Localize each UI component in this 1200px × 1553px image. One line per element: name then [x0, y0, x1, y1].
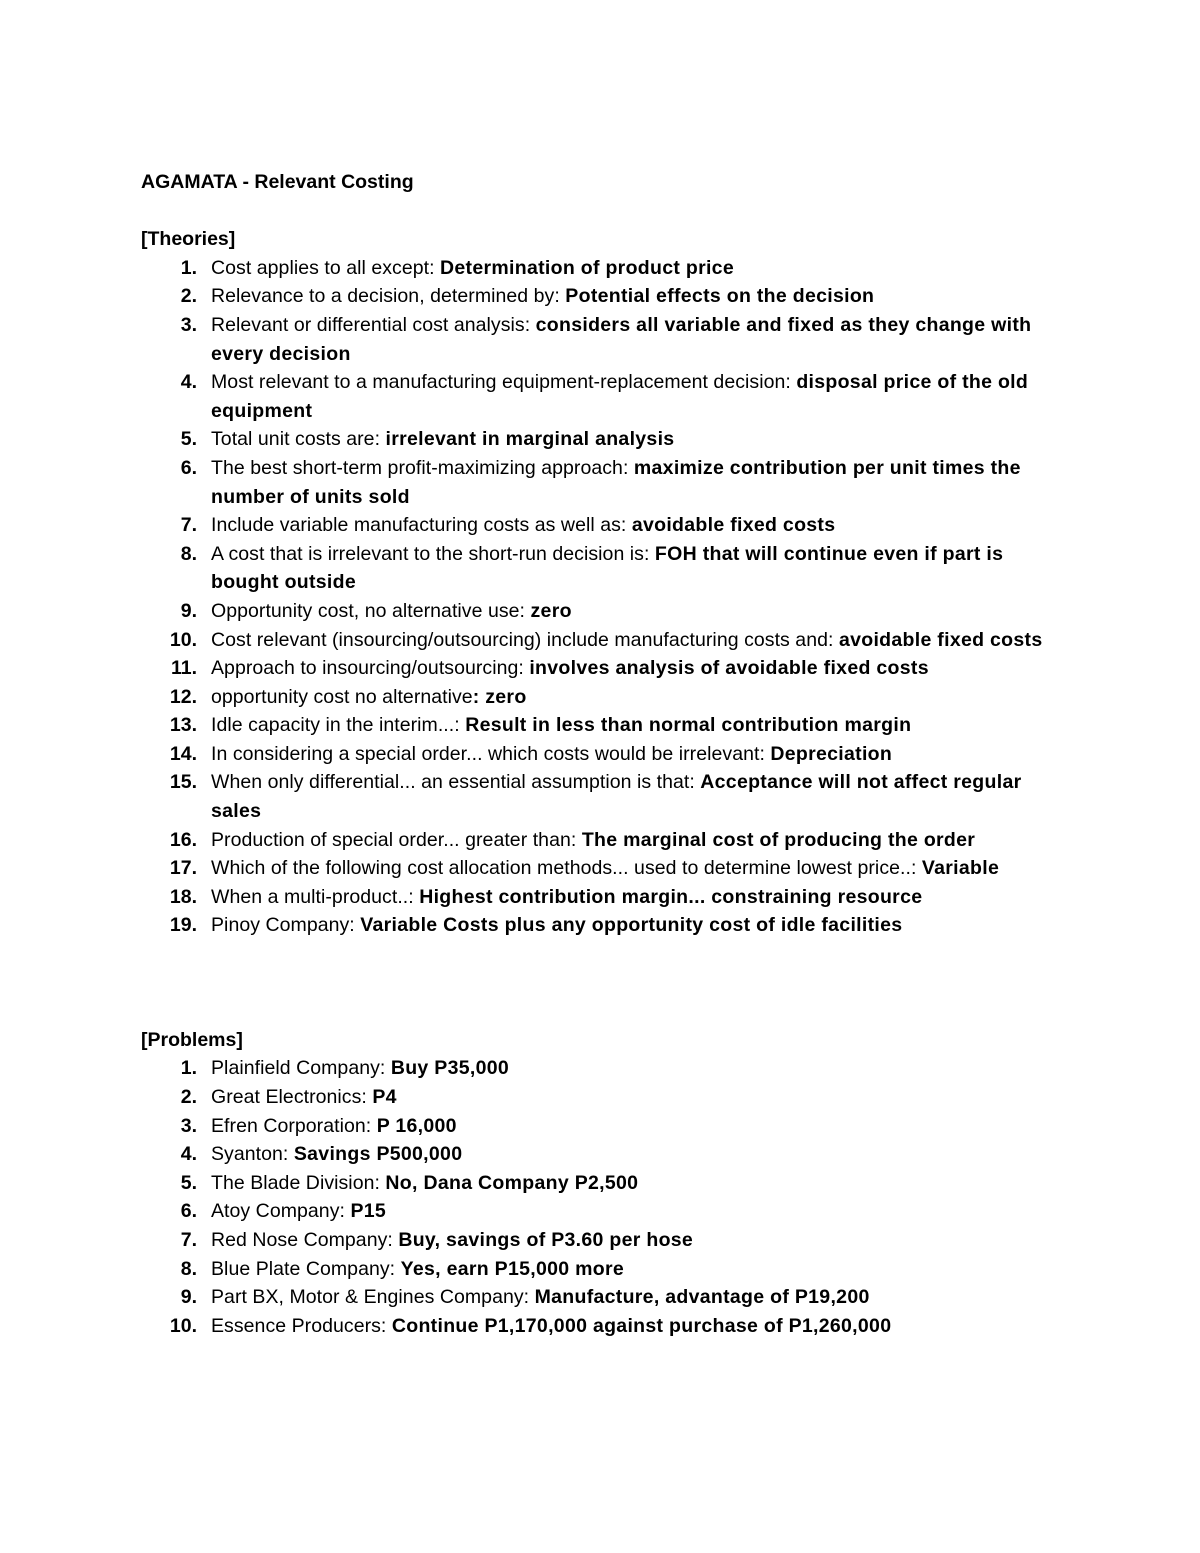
problem-item	[141, 1112, 1071, 1141]
theory-item	[141, 311, 1071, 368]
theory-item	[141, 597, 1071, 626]
item-question: When only differential... an essential assumption is that:	[211, 771, 701, 794]
item-number: 6.	[180, 1200, 197, 1223]
item-question: Pinoy Company:	[211, 914, 361, 937]
item-answer: Continue P1,170,000 against purchase of P1,260,000	[391, 1314, 892, 1337]
problem-item	[141, 1283, 1071, 1312]
theory-item	[141, 425, 1071, 454]
item-number: 4.	[180, 1143, 197, 1166]
item-number: 18.	[169, 885, 197, 908]
item-question: Blue Plate Company:	[211, 1257, 401, 1280]
theory-item	[141, 826, 1071, 855]
problems-heading: [Problems]	[141, 1028, 243, 1051]
item-answer: Potential effects on the decision	[565, 285, 875, 308]
theory-item	[141, 626, 1071, 655]
theory-item	[141, 454, 1071, 511]
item-answer: Variable	[921, 857, 1000, 880]
item-number: 13.	[169, 714, 197, 737]
item-number: 2.	[180, 285, 197, 308]
item-question: Include variable manufacturing costs as well as:	[211, 514, 632, 537]
item-question: When a multi-product..:	[211, 885, 420, 908]
item-question: Red Nose Company:	[211, 1228, 399, 1251]
item-number: 1.	[180, 1057, 197, 1080]
item-question: The Blade Division:	[211, 1171, 386, 1194]
item-question: The best short-term profit-maximizing approach:	[211, 456, 634, 479]
item-question: Relevance to a decision, determined by:	[211, 285, 566, 308]
item-number: 10.	[169, 628, 197, 651]
item-answer: Buy P35,000	[390, 1057, 510, 1080]
item-number: 7.	[180, 514, 197, 537]
blank-line	[141, 197, 1071, 226]
problems-list	[141, 1054, 1071, 1340]
problem-item	[141, 1054, 1071, 1083]
problem-item	[141, 1226, 1071, 1255]
item-answer: zero	[530, 599, 572, 622]
item-number: 3.	[180, 1114, 197, 1137]
item-number: 6.	[180, 456, 197, 479]
item-answer: Determination of product price	[440, 256, 734, 279]
item-question: Which of the following cost allocation methods... used to determine lowest price..:	[211, 857, 922, 880]
item-answer: P 16,000	[376, 1114, 457, 1137]
item-question: Cost relevant (insourcing/outsourcing) include manufacturing costs and:	[211, 628, 839, 651]
theory-item	[141, 540, 1071, 597]
problem-item	[141, 1169, 1071, 1198]
item-question: Essence Producers:	[211, 1314, 392, 1337]
item-answer: disposal price of the old equipment	[211, 371, 1029, 422]
item-number: 3.	[180, 313, 197, 336]
problem-item	[141, 1083, 1071, 1112]
item-question: Idle capacity in the interim...:	[211, 714, 466, 737]
item-number: 19.	[169, 914, 197, 937]
item-question: Most relevant to a manufacturing equipment-replacement decision:	[211, 371, 797, 394]
item-answer: Buy, savings of P3.60 per hose	[398, 1228, 694, 1251]
theories-heading: [Theories]	[141, 228, 236, 251]
theory-item	[141, 740, 1071, 769]
item-answer: The marginal cost of producing the order	[581, 828, 976, 851]
item-number: 9.	[180, 599, 197, 622]
item-question: Approach to insourcing/outsourcing:	[211, 657, 530, 680]
item-number: 9.	[180, 1286, 197, 1309]
item-number: 1.	[180, 256, 197, 279]
item-number: 12.	[169, 685, 197, 708]
item-answer: Acceptance will not affect regular sales	[211, 771, 1022, 823]
problem-item	[141, 1140, 1071, 1169]
theory-item	[141, 368, 1071, 425]
item-number: 11.	[170, 657, 197, 680]
theory-item	[141, 511, 1071, 540]
problem-item	[141, 1197, 1071, 1226]
item-number: 4.	[180, 371, 197, 394]
item-number: 15.	[169, 771, 197, 794]
item-question: Cost applies to all except:	[211, 256, 441, 279]
item-number: 8.	[180, 542, 197, 565]
item-answer: Variable Costs plus any opportunity cost of idle facilities	[360, 914, 903, 937]
problem-item	[141, 1312, 1071, 1341]
document-page	[141, 168, 1071, 1340]
theory-item	[141, 854, 1071, 883]
item-number: 17.	[169, 857, 197, 880]
item-answer: P15	[350, 1200, 387, 1223]
item-question: Syanton:	[211, 1143, 294, 1166]
item-answer: irrelevant in marginal analysis	[385, 428, 675, 451]
item-question: Opportunity cost, no alternative use:	[211, 599, 531, 622]
item-answer: avoidable fixed costs	[631, 514, 836, 537]
item-number: 8.	[180, 1257, 197, 1280]
item-answer: : zero	[472, 685, 527, 708]
problem-item	[141, 1255, 1071, 1284]
theory-item	[141, 683, 1071, 712]
item-question: Efren Corporation:	[211, 1114, 377, 1137]
theory-item	[141, 254, 1071, 283]
item-answer: Depreciation	[770, 742, 893, 765]
item-answer: Yes, earn P15,000 more	[400, 1257, 625, 1280]
theory-item	[141, 768, 1071, 825]
item-number: 7.	[180, 1228, 197, 1251]
blank-lines	[141, 940, 1071, 1026]
theory-item	[141, 711, 1071, 740]
item-question: Part BX, Motor & Engines Company:	[211, 1286, 535, 1309]
item-answer: involves analysis of avoidable fixed costs	[529, 657, 929, 680]
item-answer: avoidable fixed costs	[838, 628, 1043, 651]
item-question: Great Electronics:	[211, 1086, 373, 1109]
item-number: 5.	[180, 428, 197, 451]
item-answer: maximize contribution per unit times the number of units sold	[211, 456, 1021, 508]
item-answer: FOH that will continue even if part is bought outside	[211, 542, 1004, 594]
item-question: Total unit costs are:	[211, 428, 386, 451]
item-question: A cost that is irrelevant to the short-run decision is:	[211, 542, 655, 565]
item-number: 16.	[169, 828, 197, 851]
item-question: Atoy Company:	[211, 1200, 351, 1223]
item-question: Production of special order... greater than:	[211, 828, 582, 851]
item-number: 2.	[180, 1086, 197, 1109]
item-answer: P4	[372, 1086, 397, 1109]
item-answer: Manufacture, advantage of P19,200	[534, 1286, 870, 1309]
item-question: Relevant or differential cost analysis:	[211, 313, 536, 336]
theory-item	[141, 911, 1071, 940]
item-answer: No, Dana Company P2,500	[385, 1171, 639, 1194]
item-question: opportunity cost no alternative	[211, 685, 473, 708]
item-number: 5.	[180, 1171, 197, 1194]
item-question: In considering a special order... which costs would be irrelevant:	[211, 742, 771, 765]
item-answer: considers all variable and fixed as they change with every decision	[211, 313, 1032, 365]
theory-item	[141, 654, 1071, 683]
theory-item	[141, 282, 1071, 311]
item-answer: Highest contribution margin... constraining resource	[419, 885, 923, 908]
item-question: Plainfield Company:	[211, 1057, 391, 1080]
document-title: AGAMATA - Relevant Costing	[141, 171, 414, 193]
theories-list	[141, 254, 1071, 940]
theory-item	[141, 883, 1071, 912]
item-number: 14.	[169, 742, 197, 765]
item-answer: Savings P500,000	[293, 1143, 463, 1166]
item-number: 10.	[169, 1314, 197, 1337]
item-answer: Result in less than normal contribution margin	[465, 714, 912, 737]
